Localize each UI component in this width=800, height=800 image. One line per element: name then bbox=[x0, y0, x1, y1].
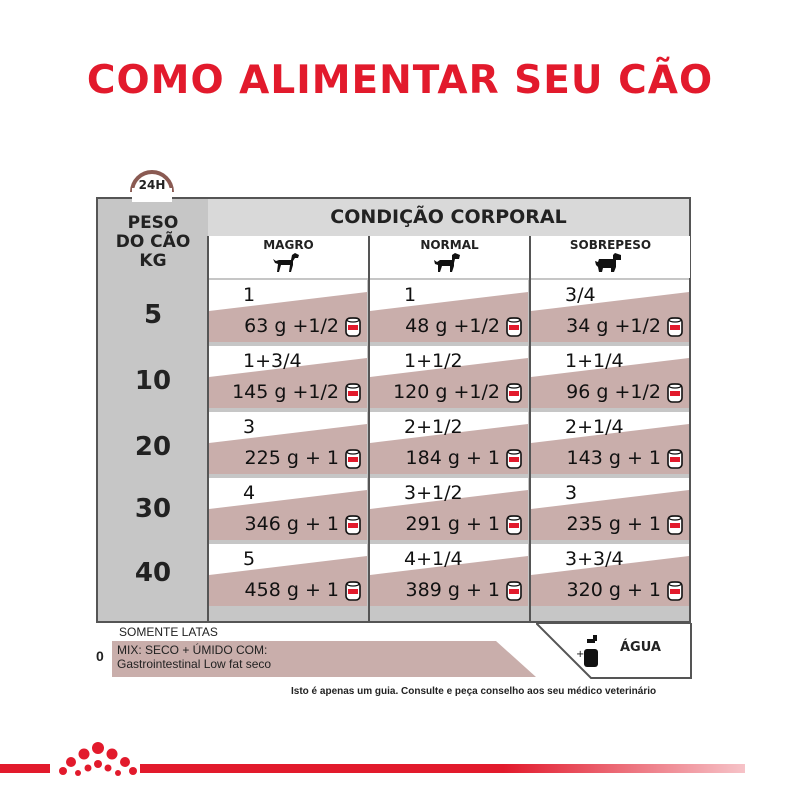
mix-amount: 63 g +1/2 bbox=[244, 315, 339, 337]
mix-amount: 120 g +1/2 bbox=[393, 381, 500, 403]
weight-value: 20 bbox=[134, 432, 172, 462]
weight-header-line: PESO bbox=[127, 213, 179, 233]
can-icon bbox=[345, 448, 361, 470]
grid-divider bbox=[207, 236, 209, 622]
page-title: COMO ALIMENTAR SEU CÃO bbox=[86, 58, 714, 103]
column-header-lean bbox=[209, 236, 368, 278]
cans-amount: 3 bbox=[243, 416, 256, 438]
cans-amount: 3 bbox=[565, 482, 578, 504]
column-header-overweight bbox=[531, 236, 690, 278]
mix-amount: 225 g + 1 bbox=[244, 447, 339, 469]
column-label: NORMAL bbox=[420, 238, 479, 252]
feeding-cell bbox=[531, 544, 689, 606]
feeding-cell bbox=[531, 412, 689, 474]
mix-amount: 346 g + 1 bbox=[244, 513, 339, 535]
can-icon bbox=[506, 448, 522, 470]
mix-amount: 48 g +1/2 bbox=[405, 315, 500, 337]
can-icon bbox=[506, 382, 522, 404]
feeding-cell bbox=[370, 412, 528, 474]
feeding-cell bbox=[370, 478, 528, 540]
cans-amount: 1+1/2 bbox=[404, 350, 463, 372]
footer-stripe bbox=[0, 764, 50, 773]
weight-value: 40 bbox=[134, 558, 172, 588]
normal-dog-icon bbox=[432, 251, 462, 273]
feeding-cell bbox=[370, 544, 528, 606]
can-icon bbox=[667, 514, 683, 536]
can-icon bbox=[506, 316, 522, 338]
water-box bbox=[536, 623, 692, 679]
feeding-cell bbox=[531, 478, 689, 540]
water-label: ÁGUA bbox=[620, 640, 661, 655]
mix-amount: 235 g + 1 bbox=[566, 513, 661, 535]
can-icon bbox=[667, 580, 683, 602]
cans-amount: 1 bbox=[404, 284, 417, 306]
feeding-cell bbox=[209, 280, 367, 342]
mix-amount: 291 g + 1 bbox=[405, 513, 500, 535]
overweight-dog-icon bbox=[593, 251, 623, 273]
weight-value: 10 bbox=[134, 366, 172, 396]
mix-amount: 458 g + 1 bbox=[244, 579, 339, 601]
lean-dog-icon bbox=[271, 251, 301, 273]
mix-label bbox=[117, 643, 271, 671]
condition-header: CONDIÇÃO CORPORAL bbox=[208, 199, 689, 236]
weight-header-line: KG bbox=[139, 251, 167, 271]
mix-amount: 96 g +1/2 bbox=[566, 381, 661, 403]
column-label: MAGRO bbox=[263, 238, 314, 252]
mix-amount: 389 g + 1 bbox=[405, 579, 500, 601]
can-icon bbox=[667, 448, 683, 470]
cans-amount: 4 bbox=[243, 482, 256, 504]
mix-amount: 145 g +1/2 bbox=[232, 381, 339, 403]
can-icon bbox=[345, 382, 361, 404]
disclaimer: Isto é apenas um guia. Consulte e peça conselho aos seu médico veterinário bbox=[291, 686, 657, 697]
footer-stripe bbox=[140, 764, 745, 773]
clock-label: 24H bbox=[138, 178, 166, 192]
mix-amount: 184 g + 1 bbox=[405, 447, 500, 469]
cans-amount: 3+1/2 bbox=[404, 482, 463, 504]
svg-text:+: + bbox=[576, 649, 585, 660]
cans-amount: 5 bbox=[243, 548, 256, 570]
weight-value: 30 bbox=[134, 494, 172, 524]
royal-canin-crown-icon bbox=[58, 740, 138, 786]
feeding-cell bbox=[209, 346, 367, 408]
cans-amount: 1 bbox=[243, 284, 256, 306]
feeding-cell bbox=[370, 280, 528, 342]
can-icon bbox=[506, 514, 522, 536]
feeding-cell bbox=[209, 478, 367, 540]
feeding-cell bbox=[370, 346, 528, 408]
mix-amount: 143 g + 1 bbox=[566, 447, 661, 469]
zero-label: 0 bbox=[96, 648, 104, 664]
grid-divider bbox=[368, 236, 370, 622]
mix-label-line: Gastrointestinal Low fat seco bbox=[117, 657, 272, 671]
cans-amount: 2+1/4 bbox=[565, 416, 624, 438]
cans-amount: 2+1/2 bbox=[404, 416, 463, 438]
cans-amount: 3+3/4 bbox=[565, 548, 624, 570]
cans-amount: 1+1/4 bbox=[565, 350, 624, 372]
can-icon bbox=[506, 580, 522, 602]
weight-value: 5 bbox=[143, 300, 163, 330]
mix-amount: 320 g + 1 bbox=[566, 579, 661, 601]
column-label: SOBREPESO bbox=[569, 238, 652, 252]
grid-divider bbox=[529, 236, 531, 622]
feeding-cell bbox=[531, 280, 689, 342]
can-icon bbox=[345, 580, 361, 602]
feeding-cell bbox=[209, 544, 367, 606]
only-cans-label: SOMENTE LATAS bbox=[119, 625, 218, 639]
can-icon bbox=[345, 514, 361, 536]
can-icon bbox=[345, 316, 361, 338]
feeding-cell bbox=[209, 412, 367, 474]
can-icon bbox=[667, 382, 683, 404]
weight-header-line: DO CÃO bbox=[115, 232, 191, 252]
cans-amount: 3/4 bbox=[565, 284, 596, 306]
feeding-cell bbox=[531, 346, 689, 408]
weight-header bbox=[98, 214, 208, 271]
mix-label-line: MIX: SECO + ÚMIDO COM: bbox=[117, 643, 268, 657]
mix-amount: 34 g +1/2 bbox=[566, 315, 661, 337]
can-icon bbox=[667, 316, 683, 338]
cans-amount: 4+1/4 bbox=[404, 548, 463, 570]
column-header-normal bbox=[370, 236, 529, 278]
cans-amount: 1+3/4 bbox=[243, 350, 302, 372]
